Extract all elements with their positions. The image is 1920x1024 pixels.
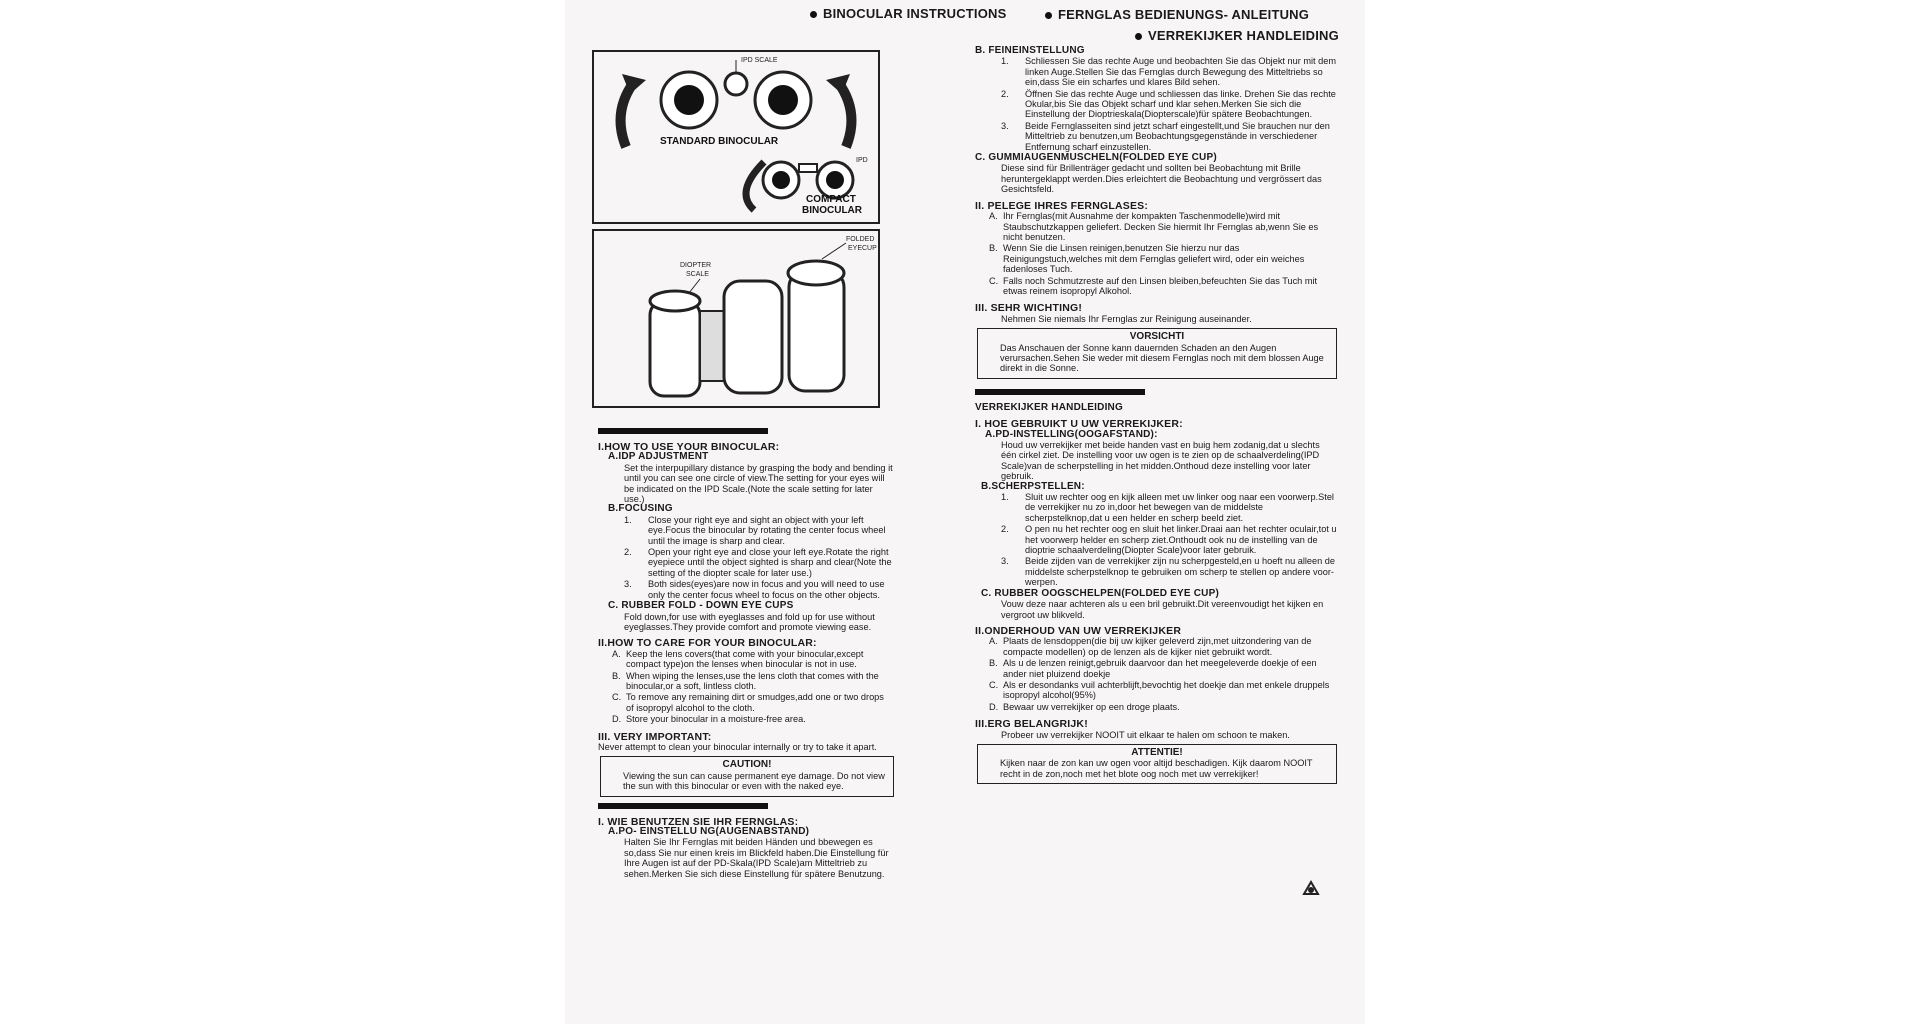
item-text: Both sides(eyes)are now in focus and you will need to use only the center focus wheel to focus on the other objects. (648, 579, 885, 600)
caution-title: CAUTION! (722, 759, 772, 771)
item-text: Beide Fernglasseiten sind jetzt scharf eingestellt,und Sie brauchen nur den Mitteltrieb zu benutzen,um Beobachtungsgegenstände in verschiedener Entfernung scharf einzustellen. (1025, 120, 1330, 152)
section-heading: II.HOW TO CARE FOR YOUR BINOCULAR: (598, 637, 817, 650)
list-item (989, 658, 1337, 679)
section-heading: III. SEHR WICHTING! (975, 302, 1083, 315)
item-text: O pen nu het rechter oog en sluit het linker.Draai aan het rechter oculair,tot u het voorwerp helder en scherp ziet.Onthoudt ook nu de instelling van de dioptrie schaalverdeling(Diopter Scale)voor later gebruik. (1025, 524, 1337, 556)
bullet-icon (1045, 12, 1052, 19)
subsection-heading: A.PD-INSTELLING(OOGAFSTAND): (985, 428, 1158, 440)
compact-rotation-arrow (746, 162, 764, 210)
section-heading: I.HOW TO USE YOUR BINOCULAR: (598, 441, 780, 453)
item-text: Falls noch Schmutzreste auf den Linsen bleiben,befeuchten Sie das Tuch mit etwas reinem isopropyl Alkohol. (1003, 275, 1318, 296)
item-letter: D. (989, 701, 999, 712)
binocular-ipd-illustration (594, 52, 878, 222)
list-item (624, 515, 894, 546)
list-item (612, 714, 894, 724)
subsection-heading: B.SCHERPSTELLEN: (981, 480, 1085, 492)
rear-barrel-icon (724, 281, 782, 393)
item-text: Sluit uw rechter oog en kijk alleen met uw linker oog naar een voorwerp.Stel de verrekijker nu zo in,door het bewegen van de middelste scherpstelknop,dat u een helder en scherp beeld ziet. (1025, 492, 1334, 523)
pointer-line (689, 279, 700, 293)
subsection-heading: C. GUMMIAUGENMUSCHELN(FOLDED EYE CUP) (975, 152, 1217, 164)
front-barrel-icon (650, 301, 700, 396)
header-text: FERNGLAS BEDIENUNGS- ANLEITUNG (1058, 7, 1310, 22)
item-letter: B. (612, 670, 621, 681)
header-title-de (1045, 7, 1309, 22)
list-item (1001, 56, 1337, 87)
subsection-heading: A.IDP ADJUSTMENT (608, 451, 709, 463)
item-letter: C. (989, 679, 999, 690)
recycle-logo-icon (1301, 880, 1321, 900)
item-number: 1. (624, 514, 632, 525)
right-lens-icon (768, 85, 798, 115)
item-text: Bewaar uw verrekijker op een droge plaats. (1003, 701, 1180, 712)
section-heading: I. WIE BENUTZEN SIE IHR FERNGLAS: (598, 815, 799, 828)
list-item (612, 671, 894, 692)
compact-label: COMPACT (806, 194, 856, 205)
section-heading: II.ONDERHOUD VAN UW VERREKIJKER (975, 624, 1182, 637)
item-text: Plaats de lensdoppen(die bij uw kijker geleverd zijn,met uitzondering van de compacte modellen) op de lenzen als de kijker niet gebruikt wordt. (1003, 636, 1312, 657)
header-title-nl (1135, 28, 1339, 43)
bullet-icon (1135, 33, 1142, 40)
paragraph: Houd uw verrekijker met beide handen vast en buig hem zodanig,dat u slechts één cirkel ziet. De instelling voor uw ogen is te zien op de schaalverdeling(IPD Scale)van de scherpstelling in het midden.Onthoud deze instelling voor later gebruik. (1001, 440, 1320, 482)
section-heading: III. VERY IMPORTANT: (598, 730, 712, 743)
paragraph: Halten Sie Ihr Fernglas mit beiden Händen und bbewegen es so,dass Sie nur einen kreis im Blickfeld haben.Die Einstellung für Ihre Augen ist auf der PD-Skala(IPD Scale)am Mitteltrieb zu sehen.Merken Sie sich diese Einstellung für spätere Benutzung. (624, 837, 889, 879)
left-lens-icon (674, 85, 704, 115)
list-item (989, 276, 1337, 297)
item-text: To remove any remaining dirt or smudges,add one or two drops of isopropyl alcohol to the cloth. (626, 692, 884, 713)
subsection-heading: A.PO- EINSTELLU NG(AUGENABSTAND) (608, 826, 810, 837)
vorsicht-box (977, 328, 1337, 379)
list-item (1001, 556, 1337, 587)
section-rule (598, 803, 768, 809)
section-rule (975, 389, 1145, 395)
caution-text: Das Anschauen der Sonne kann dauernden Schaden an den Augen verursachen.Sehen Sie weder mit diesem Fernglas noch mit dem blossen Auge direkt in die Sonne. (1000, 342, 1324, 374)
header-text: VERREKIJKER HANDLEIDING (1148, 28, 1339, 43)
paragraph: Vouw deze naar achteren als u een bril gebruikt.Dit vereenvoudigt het kijken en vergroot uw blikveld. (1001, 599, 1324, 620)
diopter-label: DIOPTER (680, 262, 712, 269)
caution-title: ATTENTIE! (1131, 746, 1183, 758)
item-letter: B. (989, 243, 998, 254)
section-rule (598, 428, 768, 434)
item-text: When wiping the lenses,use the lens cloth that comes with the binocular,or a soft, lintless cloth. (626, 670, 879, 691)
list-item (612, 649, 894, 670)
item-letter: B. (989, 658, 998, 669)
list-item (989, 243, 1337, 274)
item-text: Als er desondanks vuil achterblijft,bevochtig het doekje dan met enkele druppels isopropyl alcohol(95%) (1003, 679, 1330, 701)
bullet-icon (810, 11, 817, 18)
objective-barrel-icon (789, 271, 844, 391)
item-letter: C. (612, 692, 622, 703)
standard-binocular-label: STANDARD BINOCULAR (660, 136, 779, 147)
subsection-heading: C. RUBBER FOLD - DOWN EYE CUPS (608, 600, 794, 612)
folded-eyecup-icon (788, 261, 844, 285)
list-item (1001, 121, 1337, 152)
list-item (1001, 89, 1337, 120)
compact-label: BINOCULAR (802, 205, 862, 216)
dutch-heading: VERREKIJKER HANDLEIDING (975, 401, 1123, 413)
item-text: Open your right eye and close your left eye.Rotate the right eyepiece until the object sighted is sharp and clear(Note the setting of the diopter scale for later use.) (648, 547, 892, 578)
ipd-label: IPD (856, 157, 868, 164)
item-text: Beide zijden van de verrekijker zijn nu scherpgesteld,en u hoeft nu alleen de middelste scherpstelknop te gebruiken om scherp te stellen op andere voor- werpen. (1025, 556, 1336, 588)
paragraph: Fold down,for use with eyeglasses and fold up for use without eyeglasses.They provide comfort and promote viewing ease. (624, 611, 875, 632)
caution-text: Viewing the sun can cause permanent eye damage. Do not view the sun with this binocular or even with the naked eye. (623, 770, 885, 792)
item-number: 3. (1001, 120, 1009, 131)
caution-box (600, 756, 894, 796)
caution-text: Kijken naar de zon kan uw ogen voor altijd beschadigen. Kijk daarom NOOIT recht in de zon,noch met het blote oog noch met uw verrekijker! (1000, 758, 1313, 779)
item-number: 1. (1001, 492, 1009, 503)
right-column (975, 46, 1337, 790)
list-item (624, 579, 894, 600)
header-text: BINOCULAR INSTRUCTIONS (823, 6, 1007, 21)
paragraph: Diese sind für Brillenträger gedacht und sollten bei Beobachtung mit Brille heruntergeklappt werden.Dies erleichtert die Beobachtung und vergrössert das Gesichtsfeld. (1001, 163, 1322, 195)
paragraph: Probeer uw verrekijker NOOIT uit elkaar te halen om schoon te maken. (1001, 729, 1290, 740)
item-text: Öffnen Sie das rechte Auge und schliessen das linke. Drehen Sie das rechte Okular,bis Sie das Objekt scharf und klar sehen.Merken Sie sich die Einstellung der Dioptrieskala(Diopterscale)für spätere Beobachtungen. (1025, 88, 1336, 120)
scale-label: SCALE (686, 271, 709, 278)
pointer-line (822, 243, 846, 259)
list-item (1001, 524, 1337, 555)
compact-lens-icon (772, 171, 790, 189)
ipd-scale-label: IPD SCALE (741, 57, 778, 64)
item-text: Close your right eye and sight an object with your left eye.Focus the binocular by rotating the center focus wheel until the image is sharp and clear. (648, 514, 886, 546)
folded-label: FOLDED (846, 236, 875, 243)
eyecup-icon (650, 291, 700, 311)
subsection-heading: C. RUBBER OOGSCHELPEN(FOLDED EYE CUP) (981, 587, 1219, 599)
item-number: 2. (624, 547, 632, 558)
item-text: Ihr Fernglas(mit Ausnahme der kompakten Taschenmodelle)wird mit Staubschutzkappen geliefert. Decken Sie hiermit Ihr Fernglas ab,wenn Sie es nicht benutzen. (1003, 211, 1319, 242)
paragraph: Never attempt to clean your binocular internally or try to take it apart. (598, 741, 877, 752)
attentie-box (977, 744, 1337, 784)
list-item (1001, 492, 1337, 523)
item-text: Schliessen Sie das rechte Auge und beobachten Sie das Objekt nur mit dem linken Auge.Stellen Sie das Fernglas durch Bewegung des Mitteltriebs so ein,dass Sie ein scharfes und klares Bild sehen. (1025, 56, 1337, 88)
item-text: Keep the lens covers(that come with your binocular,except compact type)on the lenses when binocular is not in use. (626, 648, 864, 670)
diopter-figure (592, 229, 880, 408)
caution-title: VORSICHTI (1129, 331, 1185, 343)
item-letter: C. (989, 275, 999, 286)
instruction-sheet (565, 0, 1365, 1024)
list-item (989, 702, 1337, 712)
left-column (598, 422, 894, 879)
item-letter: A. (612, 648, 621, 659)
item-text: Wenn Sie die Linsen reinigen,benutzen Sie hierzu nur das Reinigungstuch,welches mit dem Fernglas geliefert wird, oder ein weiches fadenloses Tuch. (1003, 243, 1305, 275)
list-item (989, 680, 1337, 701)
compact-lens-icon (826, 171, 844, 189)
ipd-figure (592, 50, 880, 224)
item-number: 1. (1001, 56, 1009, 67)
list-item (624, 547, 894, 578)
list-item (989, 211, 1337, 242)
item-number: 2. (1001, 524, 1009, 535)
subsection-heading: B.FOCUSING (608, 503, 673, 515)
focus-wheel-icon (725, 73, 747, 95)
paragraph: Nehmen Sie niemals Ihr Fernglas zur Reinigung auseinander. (1001, 313, 1252, 324)
paragraph: Set the interpupillary distance by grasping the body and bending it until you can see one circle of view.The setting for your eyes will be indicated on the IPD Scale.(Note the scale setting for later use.) (624, 462, 893, 505)
eyecup-label: EYECUP (848, 245, 877, 252)
section-heading: III.ERG BELANGRIJK! (975, 718, 1088, 731)
item-letter: A. (989, 211, 998, 222)
subsection-heading: B. FEINEINSTELLUNG (975, 45, 1085, 56)
item-text: Als u de lenzen reinigt,gebruik daarvoor dan het meegeleverde doekje of een ander niet pluizend doekje (1003, 658, 1317, 679)
item-text: Store your binocular in a moisture-free area. (626, 714, 806, 725)
item-letter: D. (612, 714, 622, 725)
list-item (612, 692, 894, 713)
list-item (989, 636, 1337, 657)
item-number: 3. (1001, 556, 1009, 567)
item-letter: A. (989, 636, 998, 647)
section-heading: I. HOE GEBRUIKT U UW VERREKIJKER: (975, 418, 1183, 431)
item-number: 3. (624, 579, 632, 590)
compact-hinge-icon (799, 164, 817, 172)
binocular-side-illustration (594, 231, 878, 406)
item-number: 2. (1001, 88, 1009, 99)
header-title-en (810, 6, 1007, 21)
section-heading: II. PELEGE IHRES FERNGLASES: (975, 199, 1149, 212)
